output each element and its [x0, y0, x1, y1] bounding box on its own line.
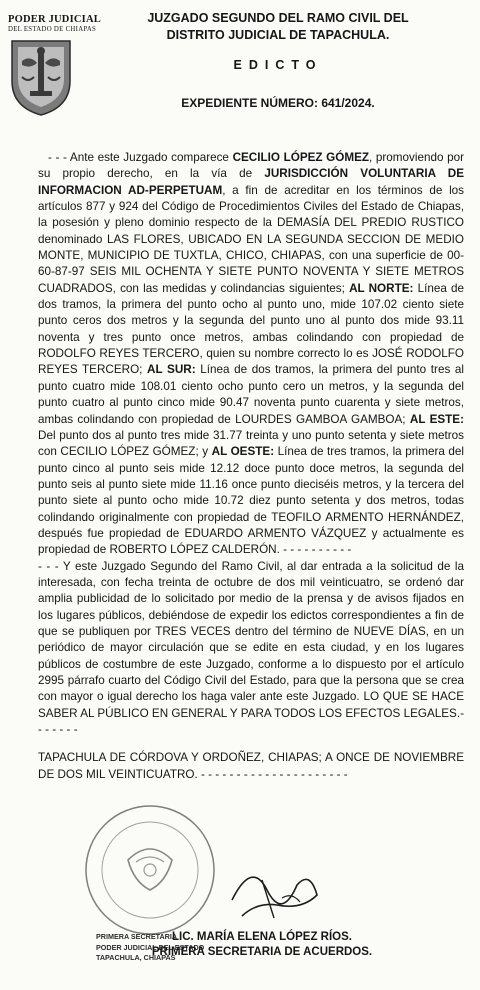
east-label: AL ESTE: [409, 412, 464, 426]
p1-text-b: , promoviendo por su propio derecho, en la vía de [38, 151, 464, 181]
judicial-logo [8, 14, 101, 117]
procedure-name: JURISDICCIÓN VOLUNTARIA DE INFORMACION AD-PERPETUAM [38, 167, 465, 197]
handwritten-signature [222, 850, 332, 930]
edict-title: EDICTO [233, 58, 323, 72]
logo-subtitle: DEL ESTADO DE CHIAPAS [8, 26, 97, 33]
court-line-2: DISTRITO JUDICIAL DE TAPACHULA. [166, 28, 390, 42]
paragraph-2: - - - Y este Juzgado Segundo del Ramo Civil, al dar entrada a la solicitud de la interesada, con fecha treinta de octubre de dos mil veinticuatro, se ordenó dar amplia publicidad de lo solicitado por medio de la prensa y de avisos fijados en los lugares públicos, debiéndose de expedir los edictos correspondientes a fin de que se publiquen por TRES VECES dentro del término de NUEVE DÍAS, en un periódico de mayor circulación que se edite en esta ciudad, y en los lugares públicos de costumbre de este Juzgado, conforme a lo dispuesto por el artículo 2995 párrafo cuarto del Código Civil del Estado, para que la persona que se crea con mayor o igual derecho los haga valer ante este Juzgado. LO QUE SE HACE SABER AL PÚBLICO EN GENERAL Y PARA TODOS LOS EFECTOS LEGALES.- - - - - - - [38, 559, 464, 737]
west-text: Línea de tres tramos, la primera del punto cinco al punto seis mide 12.12 doce punto doce metros, la segunda del punto seis al punto siete mide 11.16 once punto dieciséis metros, y la tercera del punto siete al punto ocho mide 10.72 diez punto setenta y dos metros, todas colindando originalmente con propiedad de TEOFILO ARMENTO HERNÁNDEZ, después fue propiedad de EDUARDO ARMENTO VÁZQUEZ y actualmente es propiedad de ROBERTO LÓPEZ CALDERÓN. - - - - - - - - - - [38, 445, 464, 557]
stamp-line-1: PRIMERA SECRETARIA [96, 932, 178, 941]
p1-text-c: , a fin de acreditar en los términos de los artículos 877 y 924 del Código de Procedimientos Civiles del Estado de Chiapas, la posesión y pleno dominio respecto de la DEMASÍA DEL PREDIO RUSTICO denominado LAS FLORES, UBICADO EN LA SEGUNDA SECCION DE MEDIO MONTE, MUNICIPIO DE TUXTLA, CHICO, CHIAPAS, con una superficie de 00-60-87-97 SEIS MIL OCHENTA Y SIETE PUNTO NOVENTA Y SIETE METROS CUADRADOS, con las medidas y colindancias siguientes; [38, 183, 465, 295]
east-text: Del punto dos al punto tres mide 31.77 treinta y uno punto setenta y siete metros con CECILIO LÓPEZ GÓMEZ; y [38, 428, 464, 459]
signature-block [92, 930, 432, 960]
p1-text-a: - - - Ante este Juzgado comparece [48, 151, 233, 164]
case-number: EXPEDIENTE NÚMERO: 641/2024. [181, 96, 375, 110]
signer-name: LIC. MARÍA ELENA LÓPEZ RÍOS. [172, 931, 352, 943]
court-line-1: JUZGADO SEGUNDO DEL RAMO CIVIL DEL [147, 11, 409, 25]
applicant-name: CECILIO LÓPEZ GÓMEZ [232, 151, 370, 164]
signer-title: PRIMERA SECRETARIA DE ACUERDOS. [151, 946, 373, 958]
place-date: TAPACHULA DE CÓRDOVA Y ORDOÑEZ, CHIAPAS; A ONCE DE NOVIEMBRE DE DOS MIL VEINTICUATRO. - - - - - - - - - - - - - - - - - - - - - [38, 751, 464, 781]
north-text: Línea de dos tramos, la primera del punto ocho al punto uno, mide 107.02 ciento siete punto ceros dos metros y la segunda del punto uno al punto dos mide 93.11 noventa y tres punto once metros, ambas colindando con propiedad de RODOLFO REYES TERCERO, quien su nombre correcto lo es JOSÉ RODOLFO REYES TERCERO; [38, 281, 464, 377]
stamp-line-2: PODER JUDICIAL DEL ESTADO [96, 942, 205, 952]
court-heading [92, 10, 464, 44]
logo-title: PODER JUDICIAL [8, 14, 101, 25]
paragraph-1 [38, 150, 464, 559]
edict-body [38, 150, 464, 783]
north-label: AL NORTE: [349, 281, 414, 295]
south-label: AL SUR: [147, 363, 196, 377]
stamp-line-3: TAPACHULA, CHIAPAS [96, 953, 176, 962]
west-label: AL OESTE: [211, 445, 275, 459]
south-text: Línea de dos tramos, la primera del punto tres al punto cuatro mide 108.01 ciento ocho punto cero un metros, y la segunda del punto cuatro al punto cinco mide 90.47 noventa punto cuarenta y siete metros, ambas colindando con propiedad de LOURDES GAMBOA GAMBOA; [38, 363, 465, 426]
coat-of-arms-icon [8, 37, 74, 117]
court-seal-icon [80, 800, 220, 940]
